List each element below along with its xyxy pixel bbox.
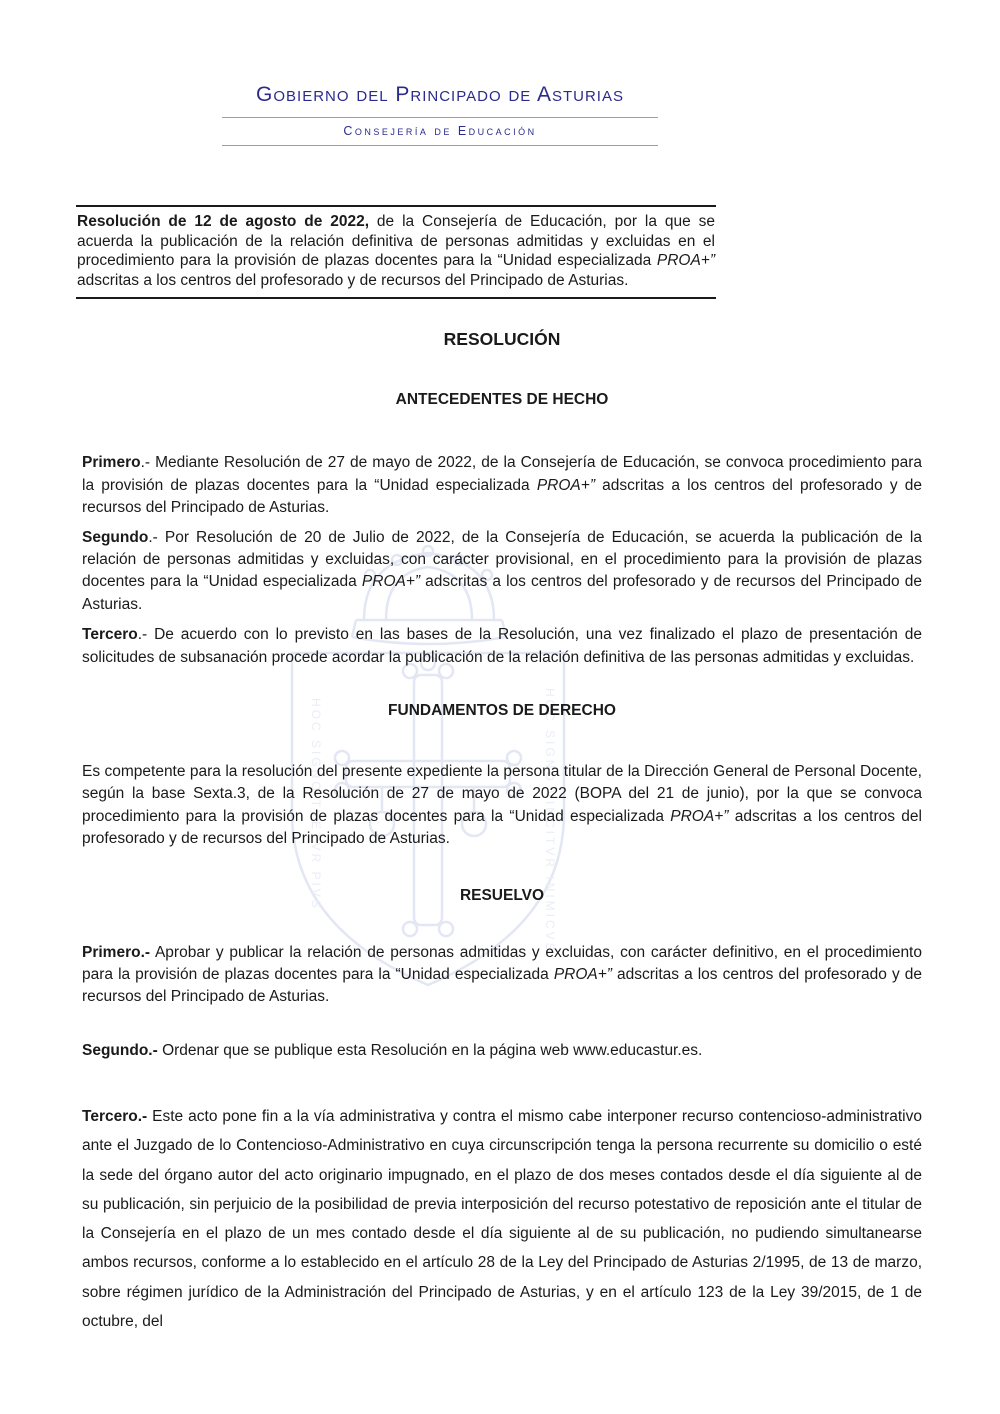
item-label: Tercero (82, 626, 138, 644)
summary-tail: adscritas a los centros del profesorado y de recursos del Principado de Asturias. (77, 271, 629, 289)
item-italic-proa: PROA+” (670, 807, 729, 825)
item-italic-proa: PROA+” (536, 476, 595, 494)
department-subtitle: Consejería de Educación (343, 124, 537, 138)
heading-resuelvo: RESUELVO (459, 886, 545, 904)
watermark-motto-left: HOC SIGNO TVETVR PIVS (309, 698, 323, 911)
resolution-summary-box (76, 205, 716, 299)
item-separator: .- (137, 626, 155, 644)
letterhead-divider-bottom (222, 145, 658, 146)
item-body: Ordenar que se publique esta Resolución en la página web www.educastur.es. (157, 1041, 703, 1059)
item-label: Segundo (82, 528, 149, 546)
antecedente-primero (82, 452, 922, 519)
item-tail: adscritas a los centros del profesorado y de recursos del Principado de Asturias. (82, 966, 922, 1006)
document-body (82, 329, 922, 1336)
item-body: Es competente para la resolución del presente expediente la persona titular de la Dirección General de Personal Docente, según la base Sexta.3, de la Resolución de 27 de mayo de 2022 (BOPA del 21 de junio), por la que se convoca procedimiento para la provisión de plazas docentes para la “Unidad especializada (82, 763, 922, 825)
government-title: Gobierno del Principado de Asturias (256, 83, 624, 106)
heading-antecedentes: ANTECEDENTES DE HECHO (395, 391, 609, 409)
item-italic-proa: PROA+” (553, 966, 612, 984)
resuelvo-primero (82, 942, 922, 1009)
item-tail: adscritas a los centros del profesorado y de recursos del Principado de Asturias. (82, 476, 922, 517)
summary-lead: Resolución de 12 de agosto de 2022, (77, 213, 370, 230)
item-separator: .- (148, 528, 165, 546)
summary-italic-proa: PROA+” (656, 252, 715, 270)
item-separator: .- (140, 454, 156, 472)
item-label: Segundo.- (82, 1041, 158, 1059)
item-label: Tercero.- (82, 1108, 148, 1126)
item-body: Aprobar y publicar la relación de personas admitidas y excluidas, con carácter definitivo, en el procedimiento para la provisión de plazas docentes para la “Unidad especializada (82, 943, 922, 984)
resuelvo-segundo (82, 1040, 922, 1062)
item-body: Por Resolución de 20 de Julio de 2022, de la Consejería de Educación, se acuerda la publicación de la relación de personas admitidas y excluidas, con carácter provisional, en el procedimiento para la provisión de plazas docentes para la “Unidad especializada (82, 528, 922, 591)
item-tail: adscritas a los centros del profesorado y de recursos del Principado de Asturias. (82, 807, 922, 848)
letterhead-divider-top (222, 117, 658, 118)
watermark-motto-right: HOC SIGNO VINCITVR INIMICVS (543, 688, 557, 954)
item-italic-proa: PROA+” (361, 573, 421, 591)
letterhead (222, 83, 658, 146)
item-body: Mediante Resolución de 27 de mayo de 2022, de la Consejería de Educación, se convoca procedimiento para la provisión de plazas docentes para la “Unidad especializada (82, 454, 922, 494)
item-body: Este acto pone fin a la vía administrativa y contra el mismo cabe interponer recurso contencioso-administrativo ante el Juzgado de lo Contencioso-Administrativo en cuya circunscripción tenga la persona recurrente su domicilio o esté la sede del órgano autor del acto originario impugnado, en el plazo de dos meses contados desde el día siguiente al de su publicación, sin perjuicio de la posibilidad de previa interposición del recurso potestativo de reposición ante el titular de la Consejería en el plazo de un mes contado desde el día siguiente al de su publicación, no pudiendo simultanearse ambos recursos, conforme a lo establecido en el artículo 28 de la Ley del Principado de Asturias 2/1995, de 13 de marzo, sobre régimen jurídico de la Administración del Principado de Asturias, y en el artículo 123 de la Ley 39/2015, de 1 de octubre, del (82, 1108, 922, 1330)
antecedente-tercero (82, 624, 922, 669)
heading-fundamentos: FUNDAMENTOS DE DERECHO (388, 702, 616, 720)
item-tail: adscritas a los centros del profesorado y de recursos del Principado de Asturias. (82, 573, 922, 613)
summary-body: de la Consejería de Educación, por la que se acuerda la publicación de la relación definitiva de personas admitidas y excluidas en el procedimiento para la provisión de plazas docentes para la “Unidad especializada (77, 213, 715, 270)
heading-resolucion: RESOLUCIÓN (443, 329, 561, 350)
fundamentos-paragraph (82, 761, 922, 851)
item-body: De acuerdo con lo previsto en las bases de la Resolución, una vez finalizado el plazo de presentación de solicitudes de subsanación procede acordar la publicación de la relación definitiva de las personas admitidas y excluidas. (82, 626, 922, 666)
item-label: Primero.- (82, 943, 151, 961)
antecedente-segundo (82, 527, 922, 617)
item-label: Primero (82, 454, 141, 472)
resuelvo-tercero (82, 1102, 922, 1336)
document-content (0, 83, 1000, 1336)
